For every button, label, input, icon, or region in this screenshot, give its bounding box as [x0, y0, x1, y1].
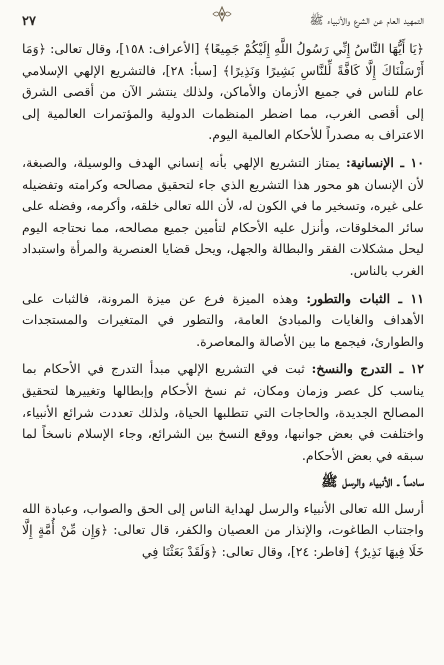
paragraph-gradualism-text: ثبت في التشريع الإلهي مبدأ التدرج في الأحكام بما يناسب كل عصر وزمان ومكان، ثم نسخ الأحكام وإبطالها وتغييرها لتحقيق المصالح الجديدة، والحاجات التي تتطلبها الحياة، ولذلك تعددت شرائع الأنبياء، واختلفت في بعض جوانبها، ووقع النسخ بين الشرائع، وجاء الإسلام ناسخاً لما سبقه في بعض الأحكام. [22, 361, 424, 463]
header-ornament-icon [210, 5, 234, 23]
paragraph-prophets-text: أرسل الله تعالى الأنبياء والرسل لهداية الناس إلى الحق والصواب، وعبادة الله واجتناب الطاغوت، والإنذار من العصيان والكفر، قال تعالى: ﴿وَإِن مِّنْ أُمَّةٍ إِلَّا خَلَا فِيهَا نَذِيرٌ﴾ [فاطر: ٢٤]، وقال تعالى: ﴿وَلَقَدْ بَعَثْنَا فِي [22, 500, 424, 560]
paragraph-intro-text: ﴿يَا أَيُّهَا النَّاسُ إِنِّي رَسُولُ اللَّهِ إِلَيْكُمْ جَمِيعًا﴾ [الأعراف: ١٥٨]، وقال تعالى: ﴿وَمَا أَرْسَلْنَاكَ إِلَّا كَافَّةً لِّلنَّاسِ بَشِيرًا وَنَذِيرًا﴾ [سبأ: ٢٨]، فالتشريع الإلهي الإسلامي عام للناس في جميع الأزمان والأماكن، ولذلك ينتشر الآن من أقصى الشرق إلى أقصى الغرب، مما اضطر المنظمات الدولية والمؤتمرات العالمية إلى الاعتراف به مصدراً للأحكام العالمية اليوم. [22, 41, 425, 143]
paragraph-intro [22, 38, 424, 146]
paragraph-gradualism-heading: ١٢ ـ التدرج والنسخ: [311, 361, 424, 377]
paragraph-humanity [22, 152, 424, 282]
paragraph-prophets [22, 498, 424, 563]
paragraph-gradualism [22, 358, 424, 466]
paragraph-stability-heading: ١١ ـ الثبات والتطور: [306, 290, 424, 306]
paragraph-stability [22, 288, 424, 353]
running-title: التمهيد العام عن الشرع والأنبياء ﷺ [309, 12, 424, 27]
section-heading: سادساً ـ الأنبياء والرسل ﷺ [321, 474, 424, 491]
paragraph-humanity-text: يمتاز التشريع الإلهي بأنه إنساني الهدف والوسيلة، والصبغة، لأن الإنسان هو محور هذا التشريع الذي جاء لتحقيق مصالحه وكرامته وتفضيله على غيره، وتسخير ما في الكون له، لأن الله تعالى خلقه، وأكرمه، وفضله على سائر المخلوقات، وأنزل عليه الأحكام لتأمين جميع مصالحه، مما نحتاجه اليوم ليحل مشكلات الفقر والبطالة والجهل، ويحل قضايا العنصرية والمرأة واستبداد الغرب بالناس. [22, 154, 424, 278]
paragraph-stability-text: وهذه الميزة فرع عن ميزة المرونة، فالثبات على الأهداف والغايات والمبادئ العامة، والتطور في المتغيرات والمستجدات والطوارئ، فيجمع ما بين الأصالة والمعاصرة. [22, 290, 424, 349]
body-text [22, 38, 424, 569]
paragraph-humanity-heading: ١٠ ـ الإنسانية: [345, 154, 424, 170]
page-number: ٢٧ [22, 13, 36, 29]
